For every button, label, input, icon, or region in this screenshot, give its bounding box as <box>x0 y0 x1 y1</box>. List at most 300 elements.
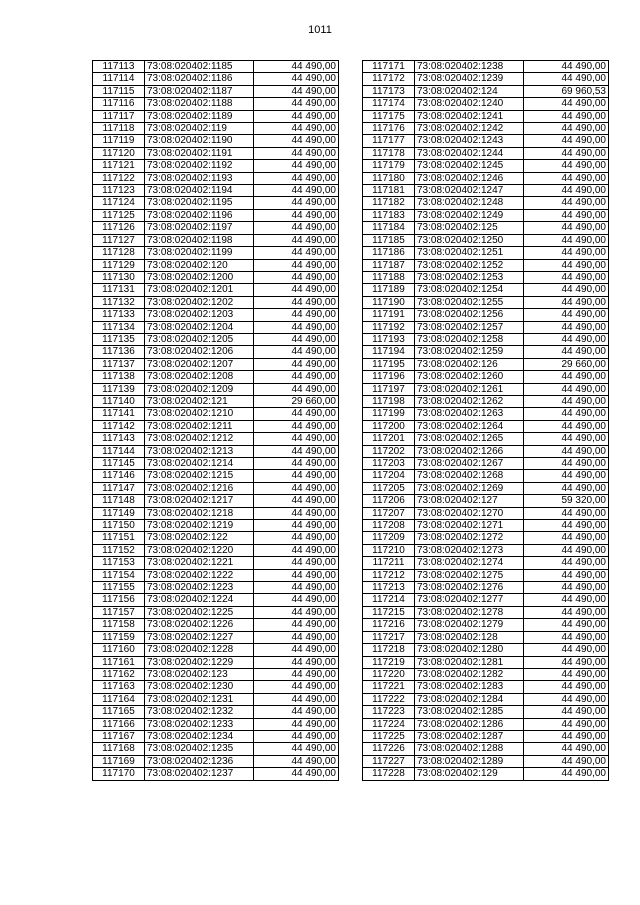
table-row <box>93 234 339 246</box>
table-row <box>93 420 339 432</box>
table-row <box>93 730 339 742</box>
cadastral-number: 73:08:020402:1274 <box>415 557 524 569</box>
cadastral-number: 73:08:020402:1188 <box>145 98 254 110</box>
cadastral-number: 73:08:020402:1287 <box>415 730 524 742</box>
cadastral-number: 73:08:020402:1207 <box>145 358 254 370</box>
cadastral-value: 44 490,00 <box>524 544 609 556</box>
row-number: 117144 <box>93 445 145 457</box>
row-number: 117141 <box>93 408 145 420</box>
table-row <box>93 482 339 494</box>
cadastral-value: 44 490,00 <box>254 656 339 668</box>
cadastral-number: 73:08:020402:1215 <box>145 470 254 482</box>
cadastral-number: 73:08:020402:1271 <box>415 520 524 532</box>
row-number: 117115 <box>93 85 145 97</box>
cadastral-value: 44 490,00 <box>254 755 339 767</box>
table-row <box>363 458 609 470</box>
row-number: 117124 <box>93 197 145 209</box>
cadastral-number: 73:08:020402:1273 <box>415 544 524 556</box>
cadastral-value: 44 490,00 <box>254 172 339 184</box>
table-row <box>363 383 609 395</box>
table-row <box>363 532 609 544</box>
cadastral-value: 44 490,00 <box>254 470 339 482</box>
table-row <box>93 631 339 643</box>
cadastral-number: 73:08:020402:1211 <box>145 420 254 432</box>
cadastral-number: 73:08:020402:1275 <box>415 569 524 581</box>
cadastral-value: 44 490,00 <box>254 234 339 246</box>
cadastral-number: 73:08:020402:1270 <box>415 507 524 519</box>
cadastral-value: 44 490,00 <box>524 482 609 494</box>
row-number: 117177 <box>363 135 415 147</box>
row-number: 117194 <box>363 346 415 358</box>
table-row <box>93 495 339 507</box>
cadastral-number: 73:08:020402:1228 <box>145 644 254 656</box>
cadastral-value: 44 490,00 <box>254 333 339 345</box>
row-number: 117169 <box>93 755 145 767</box>
registry-table-right <box>362 60 609 781</box>
cadastral-number: 73:08:020402:1223 <box>145 582 254 594</box>
row-number: 117227 <box>363 755 415 767</box>
table-row <box>363 197 609 209</box>
row-number: 117223 <box>363 706 415 718</box>
cadastral-number: 73:08:020402:1259 <box>415 346 524 358</box>
cadastral-number: 73:08:020402:122 <box>145 532 254 544</box>
cadastral-value: 44 490,00 <box>524 61 609 73</box>
cadastral-number: 73:08:020402:1253 <box>415 271 524 283</box>
row-number: 117212 <box>363 569 415 581</box>
row-number: 117190 <box>363 296 415 308</box>
row-number: 117130 <box>93 271 145 283</box>
cadastral-value: 44 490,00 <box>254 222 339 234</box>
table-row <box>93 110 339 122</box>
cadastral-number: 73:08:020402:1229 <box>145 656 254 668</box>
table-row <box>363 557 609 569</box>
cadastral-number: 73:08:020402:1197 <box>145 222 254 234</box>
row-number: 117149 <box>93 507 145 519</box>
registry-table-left <box>92 60 339 781</box>
row-number: 117195 <box>363 358 415 370</box>
cadastral-number: 73:08:020402:1260 <box>415 371 524 383</box>
cadastral-number: 73:08:020402:1199 <box>145 247 254 259</box>
row-number: 117147 <box>93 482 145 494</box>
cadastral-number: 73:08:020402:1284 <box>415 693 524 705</box>
row-number: 117128 <box>93 247 145 259</box>
cadastral-value: 44 490,00 <box>524 668 609 680</box>
table-row <box>363 619 609 631</box>
row-number: 117189 <box>363 284 415 296</box>
row-number: 117208 <box>363 520 415 532</box>
table-row <box>363 209 609 221</box>
cadastral-value: 44 490,00 <box>524 172 609 184</box>
row-number: 117228 <box>363 768 415 780</box>
cadastral-number: 73:08:020402:1280 <box>415 644 524 656</box>
table-row <box>93 569 339 581</box>
cadastral-number: 73:08:020402:1277 <box>415 594 524 606</box>
cadastral-number: 73:08:020402:1226 <box>145 619 254 631</box>
cadastral-number: 73:08:020402:1249 <box>415 209 524 221</box>
cadastral-number: 73:08:020402:1221 <box>145 557 254 569</box>
table-row <box>363 123 609 135</box>
table-row <box>363 110 609 122</box>
row-number: 117137 <box>93 358 145 370</box>
row-number: 117211 <box>363 557 415 569</box>
row-number: 117153 <box>93 557 145 569</box>
cadastral-number: 73:08:020402:1251 <box>415 247 524 259</box>
cadastral-number: 73:08:020402:120 <box>145 259 254 271</box>
cadastral-value: 44 490,00 <box>524 656 609 668</box>
cadastral-value: 44 490,00 <box>254 98 339 110</box>
row-number: 117178 <box>363 147 415 159</box>
table-row <box>93 532 339 544</box>
table-row <box>363 433 609 445</box>
cadastral-number: 73:08:020402:1276 <box>415 582 524 594</box>
cadastral-value: 44 490,00 <box>524 445 609 457</box>
cadastral-value: 69 960,53 <box>524 85 609 97</box>
row-number: 117133 <box>93 309 145 321</box>
cadastral-value: 29 660,00 <box>254 395 339 407</box>
cadastral-value: 44 490,00 <box>524 520 609 532</box>
row-number: 117198 <box>363 395 415 407</box>
row-number: 117148 <box>93 495 145 507</box>
table-row <box>93 160 339 172</box>
table-row <box>93 321 339 333</box>
table-row <box>93 668 339 680</box>
cadastral-value: 44 490,00 <box>254 619 339 631</box>
cadastral-number: 73:08:020402:1202 <box>145 296 254 308</box>
cadastral-value: 44 490,00 <box>254 247 339 259</box>
table-row <box>93 681 339 693</box>
row-number: 117165 <box>93 706 145 718</box>
table-row <box>363 482 609 494</box>
table-row <box>363 234 609 246</box>
row-number: 117118 <box>93 123 145 135</box>
cadastral-number: 73:08:020402:1256 <box>415 309 524 321</box>
cadastral-value: 44 490,00 <box>524 123 609 135</box>
table-row <box>363 284 609 296</box>
cadastral-value: 44 490,00 <box>524 197 609 209</box>
table-row <box>363 681 609 693</box>
cadastral-number: 73:08:020402:127 <box>415 495 524 507</box>
table-row <box>363 271 609 283</box>
cadastral-value: 44 490,00 <box>524 507 609 519</box>
cadastral-value: 44 490,00 <box>254 371 339 383</box>
table-row <box>363 606 609 618</box>
table-row <box>93 296 339 308</box>
cadastral-number: 73:08:020402:1279 <box>415 619 524 631</box>
row-number: 117205 <box>363 482 415 494</box>
table-row <box>363 718 609 730</box>
table-row <box>93 284 339 296</box>
cadastral-value: 44 490,00 <box>524 73 609 85</box>
cadastral-value: 44 490,00 <box>524 110 609 122</box>
cadastral-number: 73:08:020402:1201 <box>145 284 254 296</box>
cadastral-value: 44 490,00 <box>524 594 609 606</box>
cadastral-value: 29 660,00 <box>524 358 609 370</box>
cadastral-value: 44 490,00 <box>524 309 609 321</box>
cadastral-value: 44 490,00 <box>524 346 609 358</box>
row-number: 117167 <box>93 730 145 742</box>
cadastral-number: 73:08:020402:1230 <box>145 681 254 693</box>
row-number: 117162 <box>93 668 145 680</box>
cadastral-number: 73:08:020402:1242 <box>415 123 524 135</box>
cadastral-value: 44 490,00 <box>254 358 339 370</box>
table-row <box>363 755 609 767</box>
cadastral-number: 73:08:020402:128 <box>415 631 524 643</box>
cadastral-number: 73:08:020402:1241 <box>415 110 524 122</box>
cadastral-number: 73:08:020402:1222 <box>145 569 254 581</box>
cadastral-number: 73:08:020402:119 <box>145 123 254 135</box>
cadastral-value: 44 490,00 <box>524 333 609 345</box>
row-number: 117126 <box>93 222 145 234</box>
cadastral-value: 44 490,00 <box>524 606 609 618</box>
cadastral-number: 73:08:020402:1283 <box>415 681 524 693</box>
row-number: 117175 <box>363 110 415 122</box>
cadastral-value: 44 490,00 <box>254 309 339 321</box>
registry-table-left-body <box>93 61 339 781</box>
table-row <box>93 458 339 470</box>
table-row <box>93 247 339 259</box>
table-row <box>363 247 609 259</box>
row-number: 117152 <box>93 544 145 556</box>
row-number: 117142 <box>93 420 145 432</box>
table-row <box>93 73 339 85</box>
row-number: 117174 <box>363 98 415 110</box>
row-number: 117125 <box>93 209 145 221</box>
table-row <box>363 333 609 345</box>
cadastral-value: 44 490,00 <box>254 420 339 432</box>
table-row <box>93 693 339 705</box>
cadastral-number: 73:08:020402:1265 <box>415 433 524 445</box>
row-number: 117164 <box>93 693 145 705</box>
table-row <box>363 631 609 643</box>
row-number: 117216 <box>363 619 415 631</box>
table-row <box>363 644 609 656</box>
row-number: 117138 <box>93 371 145 383</box>
cadastral-number: 73:08:020402:124 <box>415 85 524 97</box>
row-number: 117114 <box>93 73 145 85</box>
row-number: 117179 <box>363 160 415 172</box>
cadastral-number: 73:08:020402:1288 <box>415 743 524 755</box>
table-row <box>93 197 339 209</box>
table-row <box>363 358 609 370</box>
cadastral-number: 73:08:020402:1186 <box>145 73 254 85</box>
cadastral-value: 44 490,00 <box>254 718 339 730</box>
cadastral-value: 44 490,00 <box>524 755 609 767</box>
cadastral-value: 44 490,00 <box>254 743 339 755</box>
table-row <box>363 222 609 234</box>
cadastral-number: 73:08:020402:1232 <box>145 706 254 718</box>
cadastral-number: 73:08:020402:1200 <box>145 271 254 283</box>
cadastral-number: 73:08:020402:1231 <box>145 693 254 705</box>
table-row <box>363 371 609 383</box>
row-number: 117143 <box>93 433 145 445</box>
row-number: 117158 <box>93 619 145 631</box>
table-row <box>93 358 339 370</box>
cadastral-number: 73:08:020402:1254 <box>415 284 524 296</box>
row-number: 117202 <box>363 445 415 457</box>
cadastral-value: 44 490,00 <box>254 408 339 420</box>
cadastral-value: 44 490,00 <box>524 569 609 581</box>
row-number: 117172 <box>363 73 415 85</box>
table-row <box>363 296 609 308</box>
cadastral-number: 73:08:020402:1268 <box>415 470 524 482</box>
cadastral-value: 44 490,00 <box>254 706 339 718</box>
cadastral-number: 73:08:020402:1212 <box>145 433 254 445</box>
cadastral-number: 73:08:020402:1191 <box>145 147 254 159</box>
cadastral-number: 73:08:020402:1252 <box>415 259 524 271</box>
row-number: 117119 <box>93 135 145 147</box>
cadastral-value: 44 490,00 <box>254 160 339 172</box>
table-row <box>363 594 609 606</box>
table-row <box>93 98 339 110</box>
cadastral-number: 73:08:020402:1192 <box>145 160 254 172</box>
table-row <box>93 743 339 755</box>
cadastral-value: 44 490,00 <box>524 296 609 308</box>
cadastral-number: 73:08:020402:1195 <box>145 197 254 209</box>
row-number: 117203 <box>363 458 415 470</box>
cadastral-number: 73:08:020402:1281 <box>415 656 524 668</box>
table-row <box>93 507 339 519</box>
cadastral-number: 73:08:020402:1267 <box>415 458 524 470</box>
cadastral-number: 73:08:020402:1209 <box>145 383 254 395</box>
cadastral-value: 44 490,00 <box>524 185 609 197</box>
row-number: 117197 <box>363 383 415 395</box>
row-number: 117135 <box>93 333 145 345</box>
row-number: 117193 <box>363 333 415 345</box>
cadastral-value: 44 490,00 <box>524 644 609 656</box>
row-number: 117184 <box>363 222 415 234</box>
table-row <box>363 309 609 321</box>
row-number: 117122 <box>93 172 145 184</box>
table-row <box>93 172 339 184</box>
cadastral-value: 44 490,00 <box>254 594 339 606</box>
table-row <box>93 768 339 780</box>
cadastral-number: 73:08:020402:1255 <box>415 296 524 308</box>
row-number: 117226 <box>363 743 415 755</box>
table-row <box>93 209 339 221</box>
cadastral-value: 44 490,00 <box>524 582 609 594</box>
cadastral-value: 44 490,00 <box>254 693 339 705</box>
table-row <box>93 85 339 97</box>
cadastral-value: 44 490,00 <box>254 532 339 544</box>
cadastral-number: 73:08:020402:129 <box>415 768 524 780</box>
cadastral-number: 73:08:020402:1190 <box>145 135 254 147</box>
table-row <box>93 185 339 197</box>
table-row <box>363 259 609 271</box>
table-row <box>93 395 339 407</box>
row-number: 117161 <box>93 656 145 668</box>
row-number: 117217 <box>363 631 415 643</box>
table-row <box>363 185 609 197</box>
cadastral-value: 44 490,00 <box>254 569 339 581</box>
table-row <box>93 259 339 271</box>
cadastral-number: 73:08:020402:1246 <box>415 172 524 184</box>
table-row <box>93 594 339 606</box>
row-number: 117221 <box>363 681 415 693</box>
table-row <box>363 656 609 668</box>
cadastral-number: 73:08:020402:1244 <box>415 147 524 159</box>
cadastral-value: 44 490,00 <box>254 507 339 519</box>
table-row <box>93 445 339 457</box>
table-row <box>363 582 609 594</box>
row-number: 117199 <box>363 408 415 420</box>
cadastral-value: 44 490,00 <box>254 185 339 197</box>
table-row <box>363 544 609 556</box>
table-row <box>363 135 609 147</box>
cadastral-number: 73:08:020402:1237 <box>145 768 254 780</box>
cadastral-value: 44 490,00 <box>524 631 609 643</box>
cadastral-number: 73:08:020402:1203 <box>145 309 254 321</box>
cadastral-number: 73:08:020402:1285 <box>415 706 524 718</box>
table-row <box>363 73 609 85</box>
cadastral-number: 73:08:020402:126 <box>415 358 524 370</box>
cadastral-number: 73:08:020402:1220 <box>145 544 254 556</box>
cadastral-value: 44 490,00 <box>524 222 609 234</box>
row-number: 117192 <box>363 321 415 333</box>
table-row <box>363 693 609 705</box>
table-row <box>363 85 609 97</box>
cadastral-number: 73:08:020402:1257 <box>415 321 524 333</box>
cadastral-number: 73:08:020402:1204 <box>145 321 254 333</box>
cadastral-value: 44 490,00 <box>254 445 339 457</box>
row-number: 117171 <box>363 61 415 73</box>
cadastral-number: 73:08:020402:1240 <box>415 98 524 110</box>
cadastral-number: 73:08:020402:1227 <box>145 631 254 643</box>
cadastral-value: 44 490,00 <box>254 123 339 135</box>
cadastral-number: 73:08:020402:1282 <box>415 668 524 680</box>
cadastral-value: 44 490,00 <box>524 557 609 569</box>
cadastral-value: 44 490,00 <box>254 482 339 494</box>
row-number: 117168 <box>93 743 145 755</box>
row-number: 117187 <box>363 259 415 271</box>
table-row <box>363 743 609 755</box>
table-row <box>363 730 609 742</box>
row-number: 117224 <box>363 718 415 730</box>
row-number: 117131 <box>93 284 145 296</box>
row-number: 117166 <box>93 718 145 730</box>
cadastral-value: 44 490,00 <box>254 730 339 742</box>
cadastral-value: 44 490,00 <box>254 495 339 507</box>
cadastral-value: 44 490,00 <box>524 247 609 259</box>
cadastral-number: 73:08:020402:1214 <box>145 458 254 470</box>
cadastral-number: 73:08:020402:1289 <box>415 755 524 767</box>
table-row <box>93 557 339 569</box>
table-row <box>93 619 339 631</box>
cadastral-value: 44 490,00 <box>524 693 609 705</box>
table-row <box>93 61 339 73</box>
table-row <box>93 656 339 668</box>
cadastral-value: 44 490,00 <box>254 644 339 656</box>
table-row <box>363 321 609 333</box>
cadastral-number: 73:08:020402:1272 <box>415 532 524 544</box>
table-row <box>93 309 339 321</box>
cadastral-value: 44 490,00 <box>254 544 339 556</box>
row-number: 117214 <box>363 594 415 606</box>
cadastral-value: 44 490,00 <box>524 321 609 333</box>
cadastral-value: 44 490,00 <box>254 61 339 73</box>
cadastral-value: 44 490,00 <box>524 259 609 271</box>
row-number: 117183 <box>363 209 415 221</box>
row-number: 117157 <box>93 606 145 618</box>
cadastral-number: 73:08:020402:1278 <box>415 606 524 618</box>
cadastral-value: 44 490,00 <box>524 420 609 432</box>
cadastral-value: 44 490,00 <box>524 234 609 246</box>
cadastral-value: 44 490,00 <box>254 631 339 643</box>
table-row <box>93 147 339 159</box>
row-number: 117113 <box>93 61 145 73</box>
table-row <box>363 395 609 407</box>
row-number: 117159 <box>93 631 145 643</box>
table-row <box>363 768 609 780</box>
